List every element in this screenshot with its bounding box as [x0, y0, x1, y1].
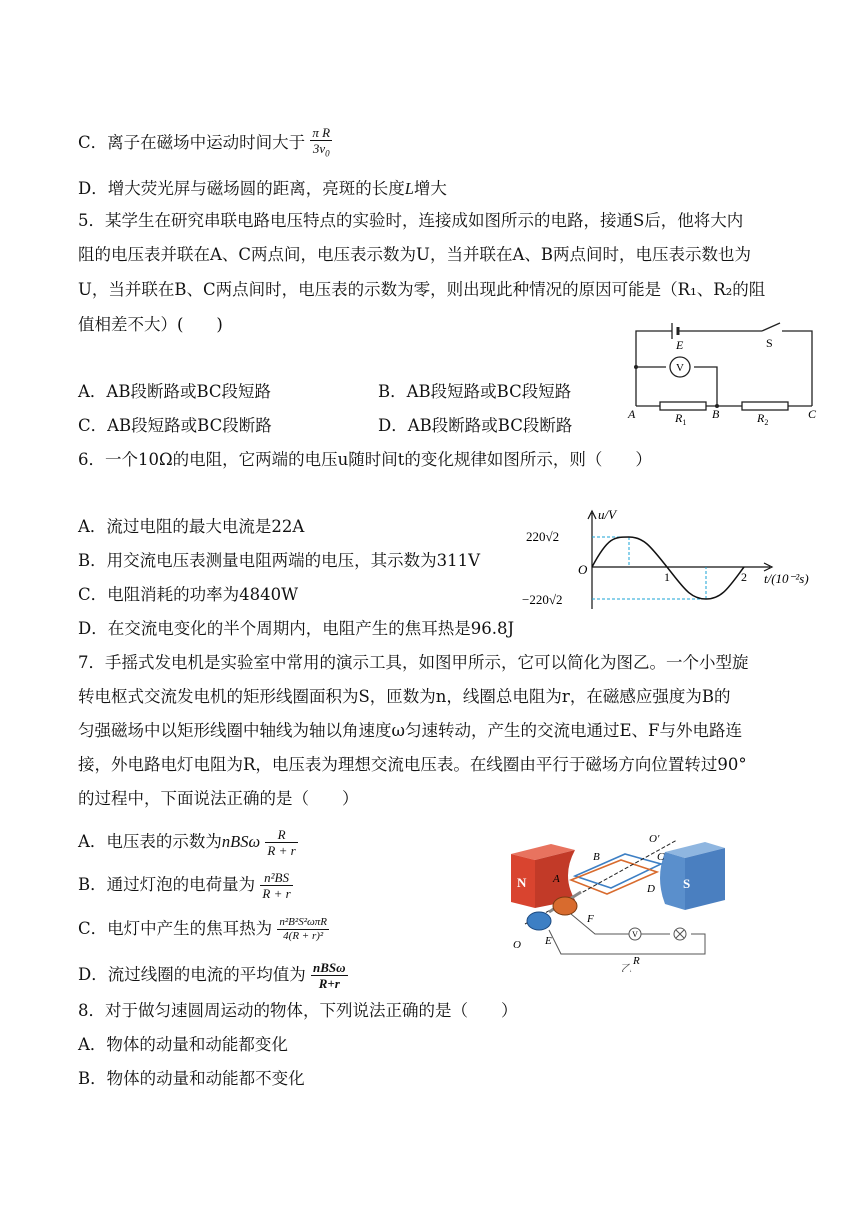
- q4-option-d: D．增大荧光屏与磁场圆的距离，亮斑的长度L增大: [78, 179, 447, 198]
- q7-stem-line-2: 转电枢式交流发电机的矩形线圈面积为S，匝数为n，线圈总电阻为r，在磁感应强度为B的: [78, 687, 731, 706]
- q5-stem-line-1: 5．某学生在研究串联电路电压特点的实验时，连接成如图所示的电路，接通S后，他将大内: [78, 211, 744, 230]
- q7-stem-line-4: 接，外电路电灯电阻为R，电压表为理想交流电压表。在线圈由平行于磁场方向位置转过90°: [78, 755, 747, 774]
- svg-text:E: E: [676, 338, 684, 352]
- q6-option-d: D．在交流电变化的半个周期内，电阻产生的焦耳热是96.8J: [78, 619, 515, 638]
- svg-text:S: S: [683, 876, 691, 891]
- q6-stem: 6．一个10Ω的电阻，它两端的电压u随时间t的变化规律如图所示，则（ ）: [78, 450, 652, 469]
- q5-circuit-diagram: [620, 318, 830, 428]
- sine-curve: [592, 537, 744, 599]
- q8-stem: 8．对于做匀速圆周运动的物体，下列说法正确的是（ ）: [78, 1001, 518, 1020]
- q7-stem-line-5: 的过程中，下面说法正确的是（ ）: [78, 789, 359, 808]
- svg-text:C: C: [808, 407, 817, 421]
- q5-option-c: C．AB段短路或BC段断路: [78, 416, 272, 435]
- q4-option-c: [78, 125, 332, 162]
- svg-text:D: D: [647, 883, 655, 895]
- q5-option-a: A．AB段断路或BC段短路: [78, 382, 272, 401]
- svg-text:O: O: [513, 939, 521, 951]
- svg-text:u/V: u/V: [598, 507, 617, 522]
- q4-option-c-text: C．离子在磁场中运动时间大于: [78, 132, 306, 152]
- svg-text:E: E: [545, 935, 552, 947]
- svg-text:O: O: [578, 562, 588, 577]
- svg-text:F: F: [587, 913, 594, 925]
- svg-text:R: R: [633, 955, 640, 967]
- svg-text:220√2: 220√2: [526, 529, 560, 544]
- svg-text:S: S: [766, 336, 773, 350]
- q7-option-b: B．通过灯泡的电荷量为 $\frac{\text{n²BS}}{R + r}$: [78, 870, 291, 901]
- svg-text:R1: $R_1$: [675, 411, 687, 427]
- svg-text:C: C: [657, 851, 665, 863]
- svg-text:乙: 乙: [621, 963, 632, 972]
- q6-option-b: B．用交流电压表测量电阻两端的电压，其示数为311V: [78, 551, 481, 570]
- q7-generator-diagram: [505, 826, 737, 972]
- svg-text:R2: $R_2$: [757, 411, 769, 427]
- svg-text:t/(10⁻²s): t/(10⁻²s): [764, 571, 809, 586]
- q8-option-a: A．物体的动量和动能都变化: [78, 1035, 288, 1054]
- q6-option-c: C．电阻消耗的功率为4840W: [78, 585, 299, 604]
- q5-stem-line-2: 阻的电压表并联在A、C两点间，电压表示数为U，当并联在A、B两点间时，电压表示数也为: [78, 245, 751, 264]
- svg-text:B: B: [712, 407, 720, 421]
- svg-text:A: A: [628, 407, 636, 421]
- voltmeter-label: V: [676, 362, 684, 374]
- svg-text:B: B: [593, 851, 600, 863]
- q7-option-d: D．流过线圈的电流的平均值为 $\frac{\text{nBSω}}{R+r}$: [78, 960, 346, 991]
- q7-stem-line-1: 7．手摇式发电机是实验室中常用的演示工具，如图甲所示，它可以简化为图乙。一个小型旋: [78, 653, 749, 672]
- q7-stem-line-3: 匀强磁场中以矩形线圈中轴线为轴以角速度ω匀速转动，产生的交流电通过E、F与外电路连: [78, 721, 742, 740]
- q6-voltage-graph: [518, 505, 843, 613]
- svg-text:O′: O′: [649, 833, 660, 845]
- svg-text:N: N: [517, 875, 527, 890]
- svg-text:−220√2: −220√2: [522, 592, 563, 607]
- svg-text:A: A: [553, 873, 560, 885]
- q5-option-b: B．AB段短路或BC段短路: [378, 382, 572, 401]
- svg-text:V: V: [632, 930, 638, 939]
- q7-option-c: C．电灯中产生的焦耳热为 $\frac{\text{n²B²S²ωπR}}{\text{4(R + r)²}}$: [78, 916, 327, 942]
- q4-option-c-fraction: $\frac{\text{π R}}{3v_0}$: [312, 125, 331, 159]
- q8-option-b: B．物体的动量和动能都不变化: [78, 1069, 305, 1088]
- svg-text:2: 2: [741, 570, 747, 584]
- q7-option-a: A．电压表的示数为nBSω $\frac{R}{R + r}$: [78, 827, 296, 858]
- q6-option-a: A．流过电阻的最大电流是22A: [78, 517, 305, 536]
- svg-text:1: 1: [664, 570, 670, 584]
- q5-option-d: D．AB段断路或BC段断路: [378, 416, 573, 435]
- q5-stem-line-3: U，当并联在B、C两点间时，电压表的示数为零，则出现此种情况的原因可能是（R₁、R₂的阻: [78, 280, 766, 299]
- q5-stem-line-4: 值相差不大）( ): [78, 315, 223, 334]
